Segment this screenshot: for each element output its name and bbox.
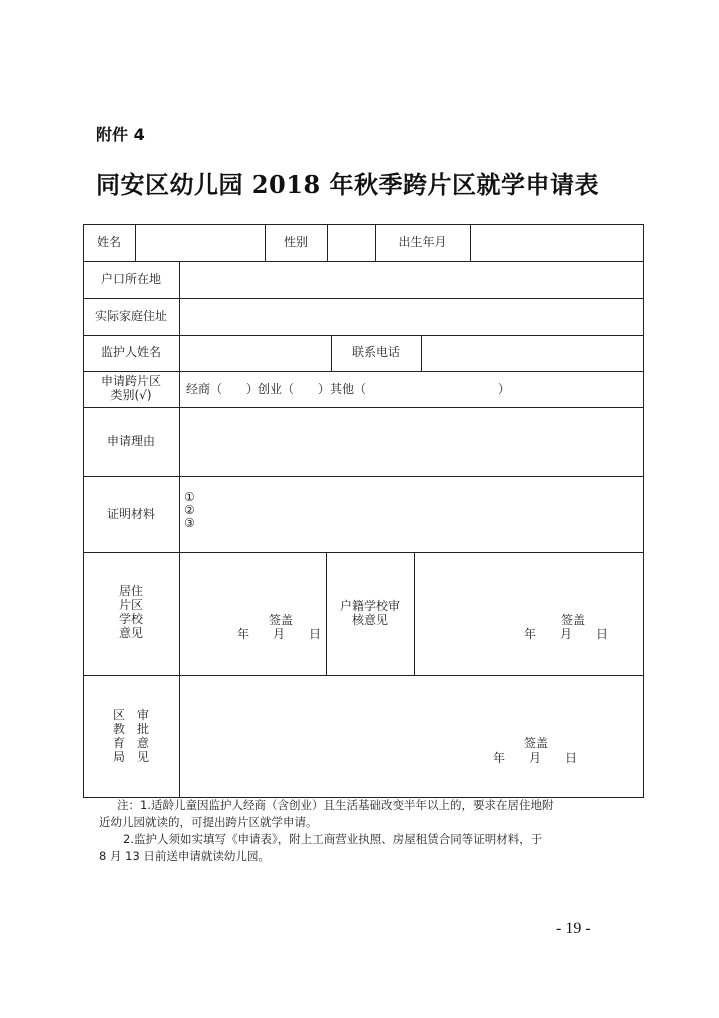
address-label: 实际家庭住址	[94, 309, 167, 323]
bureau-date: 年 月 日	[493, 751, 578, 765]
reason-field[interactable]	[182, 411, 640, 473]
bureau-label-line4: 局 见	[112, 750, 149, 764]
guardian-field[interactable]	[182, 341, 328, 367]
bureau-label-line1: 区 审	[112, 708, 149, 722]
document-title: 同安区幼儿园 2018 年秋季跨片区就学申请表	[96, 170, 600, 199]
proof-item-1[interactable]: ①	[184, 490, 195, 504]
note-line-3: 2.监护人须如实填写《申请表》，附上工商营业执照、房屋租赁合同等证明材料，于	[123, 832, 543, 846]
hukou-label: 户口所在地	[100, 272, 161, 286]
note-line-2: 近幼儿园就读的，可提出跨片区就学申请。	[99, 815, 318, 829]
residence-date: 年 月 日	[237, 627, 322, 641]
proof-item-3[interactable]: ③	[184, 516, 195, 530]
proof-item-2[interactable]: ②	[184, 503, 195, 517]
name-label: 姓名	[96, 235, 121, 249]
note-line-1: 注：1.适龄儿童因监护人经商（含创业）且生活基础改变半年以上的，要求在居住地附	[117, 798, 554, 812]
residence-label-line3: 学校	[118, 612, 143, 626]
page-number: - 19 -	[556, 920, 591, 937]
birth-field[interactable]	[473, 233, 639, 255]
hukou-school-label	[326, 599, 414, 627]
hukou-school-label-line2: 核意见	[351, 613, 388, 627]
apply-type-options[interactable]: 经商（ ）创业（ ）其他（ ）	[186, 382, 511, 396]
hukou-school-label-line1: 户籍学校审	[339, 599, 400, 613]
address-field[interactable]	[182, 305, 640, 331]
birth-label: 出生年月	[398, 235, 447, 249]
proof-label: 证明材料	[106, 507, 155, 521]
bureau-label-line3: 育 意	[112, 736, 149, 750]
residence-label-line2: 片区	[118, 598, 143, 612]
hukou-field[interactable]	[182, 268, 640, 294]
notes	[99, 797, 624, 865]
residence-label-line1: 居住	[118, 584, 143, 598]
gender-label: 性别	[283, 235, 308, 249]
apply-type-label-line2: 类别(√)	[110, 388, 152, 402]
gender-field[interactable]	[330, 233, 372, 255]
phone-label: 联系电话	[351, 345, 400, 359]
bureau-label	[83, 708, 179, 764]
reason-label: 申请理由	[106, 434, 155, 448]
note-line-4: 8 月 13 日前送申请就读幼儿园。	[99, 849, 270, 863]
guardian-label: 监护人姓名	[100, 345, 161, 359]
bureau-seal: 签盖	[524, 736, 549, 750]
hukou-seal: 签盖	[561, 613, 586, 627]
apply-type-label	[83, 374, 179, 402]
name-field[interactable]	[138, 233, 262, 255]
residence-school-label	[83, 584, 179, 640]
proof-items	[184, 491, 204, 530]
apply-type-label-line1: 申请跨片区	[100, 374, 161, 388]
attachment-label: 附件 4	[96, 125, 145, 144]
phone-field[interactable]	[424, 341, 640, 367]
residence-seal: 签盖	[269, 613, 294, 627]
bureau-label-line2: 教 批	[112, 722, 149, 736]
residence-label-line4: 意见	[118, 626, 143, 640]
hukou-date: 年 月 日	[524, 627, 609, 641]
